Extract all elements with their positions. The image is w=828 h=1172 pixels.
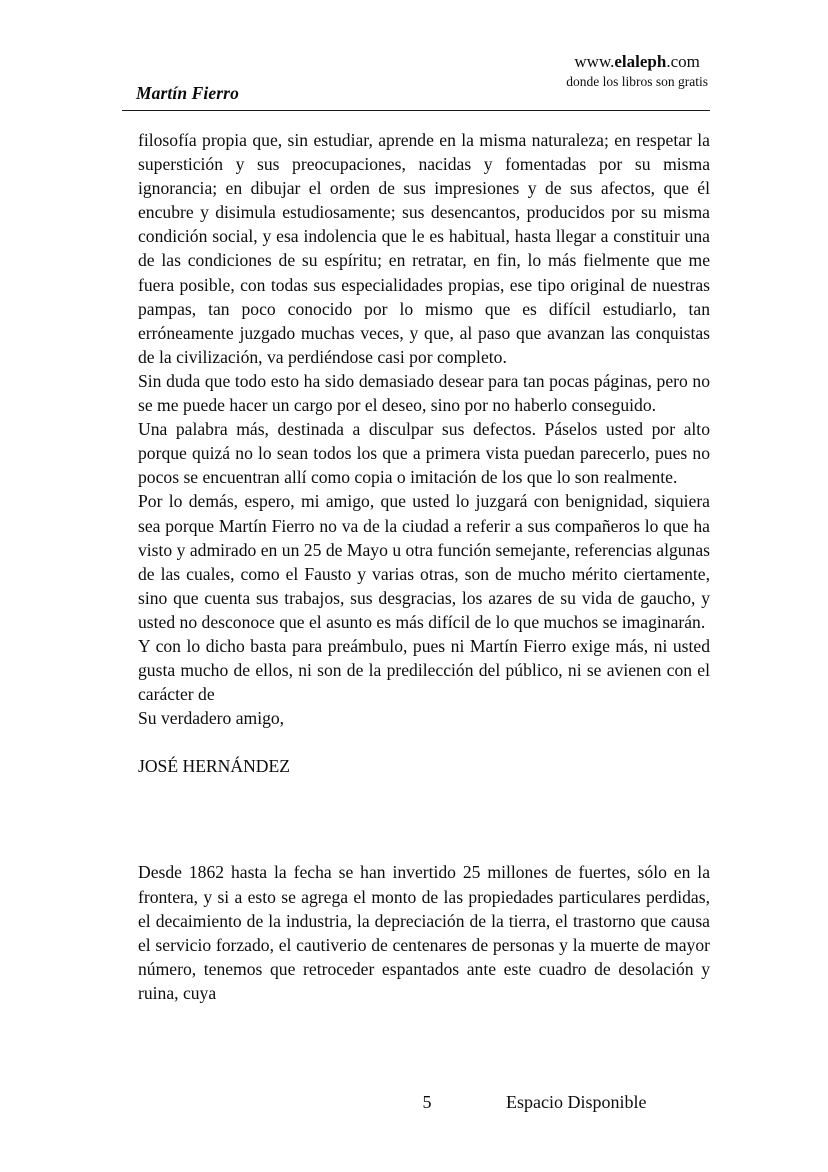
paragraph: Una palabra más, destinada a disculpar sus defectos. Páselos usted por alto porque quizá no lo sean todos los que a primera vista puedan parecerlo, pues no pocos se encuentran allí como copia o imitación de los que lo son realmente. [138,419,710,488]
page-number: 5 [422,1092,432,1112]
header-site-info [566,50,708,92]
section-spacer [138,778,710,860]
paragraph: Por lo demás, espero, mi amigo, que usted lo juzgará con benignidad, siquiera sea porque Martín Fierro no va de la ciudad a referir a sus compañeros lo que ha visto y admirado en un 25 de Mayo u otra función semejante, referencias algunas de las cuales, como el Fausto y varias otras, son de mucho mérito ciertamente, sino que cuenta sus trabajos, sus desgracias, los azares de su vida de gaucho, y usted no desconoce que el asunto es más difícil de lo que muchos se imaginarán. [138,491,710,632]
closing-line: Su verdadero amigo, [138,708,285,729]
signature-spacer [138,730,710,754]
site-url [566,50,708,73]
paragraph: Sin duda que todo esto ha sido demasiado desear para tan pocas páginas, pero no se me puede hacer un cargo por el deseo, sino por no haberlo conseguido. [138,370,710,416]
header-book-title: Martín Fierro [136,83,239,103]
running-header [122,50,710,110]
page-content [138,128,710,1005]
site-tagline: donde los libros son gratis [566,74,708,90]
header-divider [122,110,710,111]
site-url-prefix: www. [574,52,615,71]
page-footer [138,1092,710,1122]
site-url-brand: elaleph [614,52,667,71]
author-signature: JOSÉ HERNÁNDEZ [138,756,290,777]
paragraph: filosofía propia que, sin estudiar, aprende en la misma naturaleza; en respetar la superstición y sus preocupaciones, nacidas y fomentadas por su misma ignorancia; en dibujar el orden de sus impresiones y de sus afectos, que él encubre y disimula estudiosamente; sus desencantos, producidos por su misma condición social, y esa indolencia que le es habitual, hasta llegar a constituir una de las condiciones de su espíritu; en retratar, en fin, lo más fielmente que me fuera posible, con todas sus especialidades propias, ese tipo original de nuestras pampas, tan poco conocido por lo mismo que es difícil estudiarlo, tan erróneamente juzgado muchas veces, y que, al paso que avanzan las conquistas de la civilización, va perdiéndose casi por completo. [138,130,710,367]
paragraph: Y con lo dicho basta para preámbulo, pues ni Martín Fierro exige más, ni usted gusta mucho de ellos, ni son de la predilección del público, ni se avienen con el carácter de [138,635,710,705]
paragraph: Desde 1862 hasta la fecha se han invertido 25 millones de fuertes, sólo en la frontera, y si a esto se agrega el monto de las propiedades particulares perdidas, el decaimiento de la industria, la depreciación de la tierra, el trastorno que causa el servicio forzado, el cautiverio de centenares de personas y la muerte de mayor número, tenemos que retroceder espantados ante este cuadro de desolación y ruina, cuya [138,862,710,1003]
site-url-suffix: .com [666,52,700,71]
footer-note: Espacio Disponible [506,1092,647,1112]
